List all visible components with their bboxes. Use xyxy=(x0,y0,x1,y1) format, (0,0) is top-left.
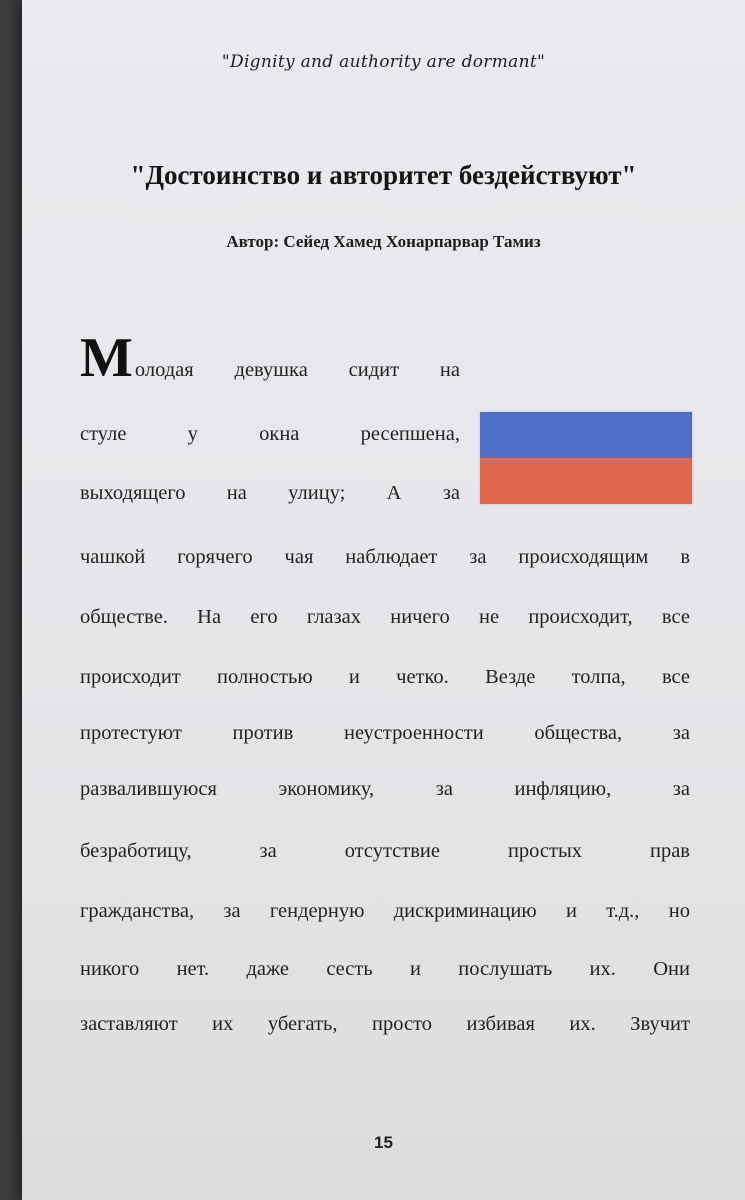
word: толпа, xyxy=(571,666,626,688)
text-line-8 xyxy=(80,778,690,801)
word: обществе. xyxy=(80,606,168,628)
author-line: Автор: Сейед Хамед Хонарпарвар Тамиз xyxy=(226,232,541,251)
word: его xyxy=(250,606,278,628)
text-line-4 xyxy=(80,546,690,569)
word: но xyxy=(668,900,690,922)
word: полностью xyxy=(217,666,313,688)
word: никого xyxy=(80,958,140,980)
word: в xyxy=(680,546,690,568)
text-line-5 xyxy=(80,606,690,629)
word: заставляют xyxy=(80,1013,178,1035)
word: их. xyxy=(589,958,616,980)
word: просто xyxy=(371,1013,433,1035)
word: отсутствие xyxy=(344,840,440,862)
word: на xyxy=(226,482,247,504)
word: Везде xyxy=(485,666,536,688)
word: простых xyxy=(507,840,583,862)
word: за xyxy=(672,778,690,800)
word: их xyxy=(212,1013,234,1035)
word: Они xyxy=(653,958,690,980)
flag-red-stripe xyxy=(480,458,692,504)
word: за xyxy=(223,900,241,922)
word: развалившуюся xyxy=(80,778,217,800)
word: наблюдает xyxy=(345,546,438,568)
book-page xyxy=(22,0,745,1200)
word: безработицу, xyxy=(80,840,192,862)
text-line-12 xyxy=(80,1013,690,1036)
word: А xyxy=(386,482,402,504)
word: за xyxy=(442,482,460,504)
word: их. xyxy=(569,1013,596,1035)
word: избивая xyxy=(466,1013,535,1035)
word: экономику, xyxy=(278,778,375,800)
word: у xyxy=(187,423,198,445)
word: улицу; xyxy=(288,482,346,504)
word: Звучит xyxy=(630,1013,690,1035)
word: девушка xyxy=(234,359,308,381)
word: даже xyxy=(246,958,290,980)
word: и xyxy=(565,900,577,922)
word: убегать, xyxy=(267,1013,338,1035)
word: происходящим xyxy=(518,546,649,568)
word: горячего xyxy=(177,546,253,568)
word: глазах xyxy=(306,606,361,628)
word: гражданства, xyxy=(80,900,195,922)
word: на xyxy=(439,359,460,381)
word: стуле xyxy=(80,423,127,445)
running-header: "Dignity and authority are dormant" xyxy=(221,52,546,72)
word: гендерную xyxy=(269,900,365,922)
word: за xyxy=(469,546,487,568)
word: происходит xyxy=(80,666,181,688)
text-line-10 xyxy=(80,900,690,923)
word: ничего xyxy=(390,606,450,628)
word: инфляцию, xyxy=(514,778,612,800)
drop-cap: М xyxy=(80,327,133,389)
word: дискриминацию xyxy=(393,900,537,922)
text-line-3 xyxy=(80,482,460,505)
word: окна xyxy=(259,423,300,445)
word: выходящего xyxy=(80,482,186,504)
word: чашкой xyxy=(80,546,146,568)
word: за xyxy=(435,778,453,800)
word: сесть xyxy=(326,958,373,980)
word: неустроенности xyxy=(343,722,484,744)
text-line-9 xyxy=(80,840,690,863)
word: за xyxy=(672,722,690,744)
word: против xyxy=(232,722,294,744)
word: сидит xyxy=(348,359,400,381)
flag-image xyxy=(480,412,692,504)
word: все xyxy=(661,606,690,628)
word: не xyxy=(478,606,500,628)
flag-blue-stripe xyxy=(480,412,692,458)
word: олодая xyxy=(134,359,194,381)
text-line-6 xyxy=(80,666,690,689)
word: послушать xyxy=(458,958,553,980)
word: четко. xyxy=(396,666,449,688)
text-line-2 xyxy=(80,423,460,446)
page-number: 15 xyxy=(374,1133,393,1152)
word: и xyxy=(348,666,360,688)
text-line-1 xyxy=(80,327,460,389)
word: и xyxy=(409,958,421,980)
word: все xyxy=(661,666,690,688)
word: происходит, xyxy=(528,606,633,628)
word: общества, xyxy=(534,722,623,744)
text-line-7 xyxy=(80,722,690,745)
word: На xyxy=(197,606,222,628)
word: прав xyxy=(649,840,690,862)
word: протестуют xyxy=(80,722,182,744)
word: т.д., xyxy=(606,900,640,922)
word: за xyxy=(259,840,277,862)
word: ресепшена, xyxy=(360,423,460,445)
chapter-title: "Достоинство и авторитет бездействуют" xyxy=(130,160,637,190)
word: чая xyxy=(284,546,314,568)
text-line-11 xyxy=(80,958,690,981)
word: нет. xyxy=(176,958,210,980)
